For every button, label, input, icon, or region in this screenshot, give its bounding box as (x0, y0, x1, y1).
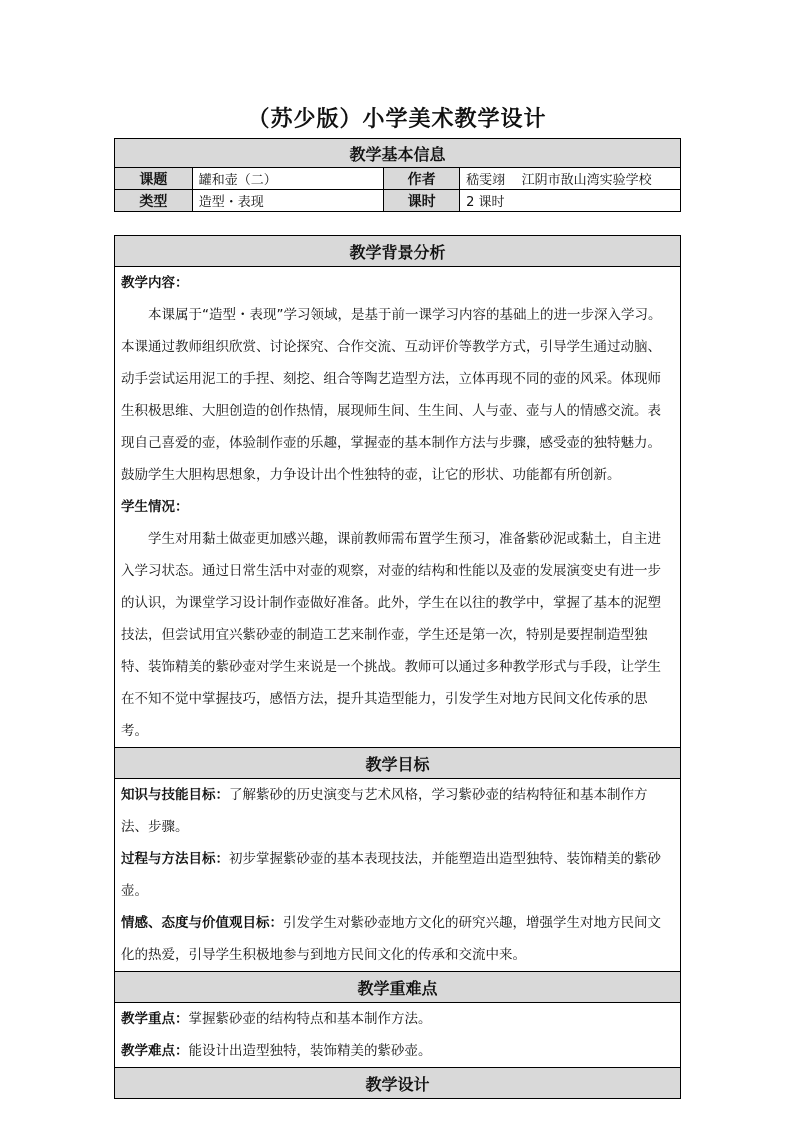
difficulty-label: 教学难点： (121, 1043, 189, 1059)
objective-process (121, 843, 674, 907)
objectives-header: 教学目标 (115, 748, 681, 779)
course-label: 课题 (115, 168, 193, 190)
objective-text: 引发学生对紫砂壶地方文化的研究兴趣，增强学生对地方民间文化的热爱，引导学生积极地参与到地方民间文化的传承和交流中来。 (121, 915, 661, 963)
objective-label: 过程与方法目标： (121, 851, 229, 867)
objective-text: 了解紫砂的历史演变与艺术风格，学习紫砂壶的结构特征和基本制作方法、步骤。 (121, 787, 648, 835)
focus-row (121, 1003, 674, 1035)
type-value: 造型・表现 (192, 190, 384, 212)
objective-knowledge (121, 779, 674, 843)
focus-text: 掌握紫砂壶的结构特点和基本制作方法。 (188, 1011, 432, 1027)
background-section (115, 267, 681, 748)
basic-info-table (114, 138, 681, 212)
difficulty-text: 能设计出造型独特，装饰精美的紫砂壶。 (188, 1043, 432, 1059)
objective-label: 情感、态度与价值观目标： (121, 915, 283, 931)
hours-value: 2 课时 (460, 190, 681, 212)
author-label: 作者 (384, 168, 460, 190)
type-label: 类型 (115, 190, 193, 212)
student-text: 学生对用黏土做壶更加感兴趣，课前教师需布置学生预习，准备紫砂泥或黏土，自主进入学习状态。通过日常生活中对壶的观察，对壶的结构和性能以及壶的发展演变史有进一步的认识，为课堂学习设计制作壶做好准备。此外，学生在以往的教学中，掌握了基本的泥塑技法，但尝试用宜兴紫砂壶的制造工艺来制作壶，学生还是第一次，特别是要捏制造型独特、装饰精美的紫砂壶对学生来说是一个挑战。教师可以通过多种教学形式与手段，让学生在不知不觉中掌握技巧，感悟方法，提升其造型能力，引发学生对地方民间文化传承的思考。 (121, 531, 661, 739)
keypoints-header: 教学重难点 (115, 972, 681, 1003)
content-text: 本课属于“造型・表现”学习领域，是基于前一课学习内容的基础上的进一步深入学习。本课通过教师组织欣赏、讨论探究、合作交流、互动评价等教学方式，引导学生通过动脑、动手尝试运用泥工的手捏、刻挖、组合等陶艺造型方法，立体再现不同的壶的风采。体现师生积极思维、大胆创造的创作热情，展现师生间、生生间、人与壶、壶与人的情感交流。表现自己喜爱的壶，体验制作壶的乐趣，掌握壶的基本制作方法与步骤，感受壶的独特魅力。鼓励学生大胆构思想象，力争设计出个性独特的壶，让它的形状、功能都有所创新。 (121, 307, 662, 483)
hours-label: 课时 (384, 190, 460, 212)
student-label: 学生情况： (121, 499, 189, 515)
author-value: 嵇雯翊 江阴市敔山湾实验学校 (460, 168, 681, 190)
objective-attitude (121, 907, 674, 971)
objective-text: 初步掌握紫砂壶的基本表现技法，并能塑造出造型独特、装饰精美的紫砂壶。 (121, 851, 661, 899)
focus-label: 教学重点： (121, 1011, 189, 1027)
page-title: （苏少版）小学美术教学设计 (247, 106, 547, 132)
analysis-table (114, 235, 681, 1099)
keypoints-section (115, 1003, 681, 1068)
design-header: 教学设计 (115, 1068, 681, 1099)
difficulty-row (121, 1035, 674, 1067)
basic-info-header: 教学基本信息 (115, 139, 681, 168)
objective-label: 知识与技能目标： (121, 787, 229, 803)
content-label: 教学内容： (121, 275, 189, 291)
objectives-section (115, 779, 681, 972)
background-header: 教学背景分析 (115, 236, 681, 267)
course-value: 罐和壶（二） (192, 168, 384, 190)
